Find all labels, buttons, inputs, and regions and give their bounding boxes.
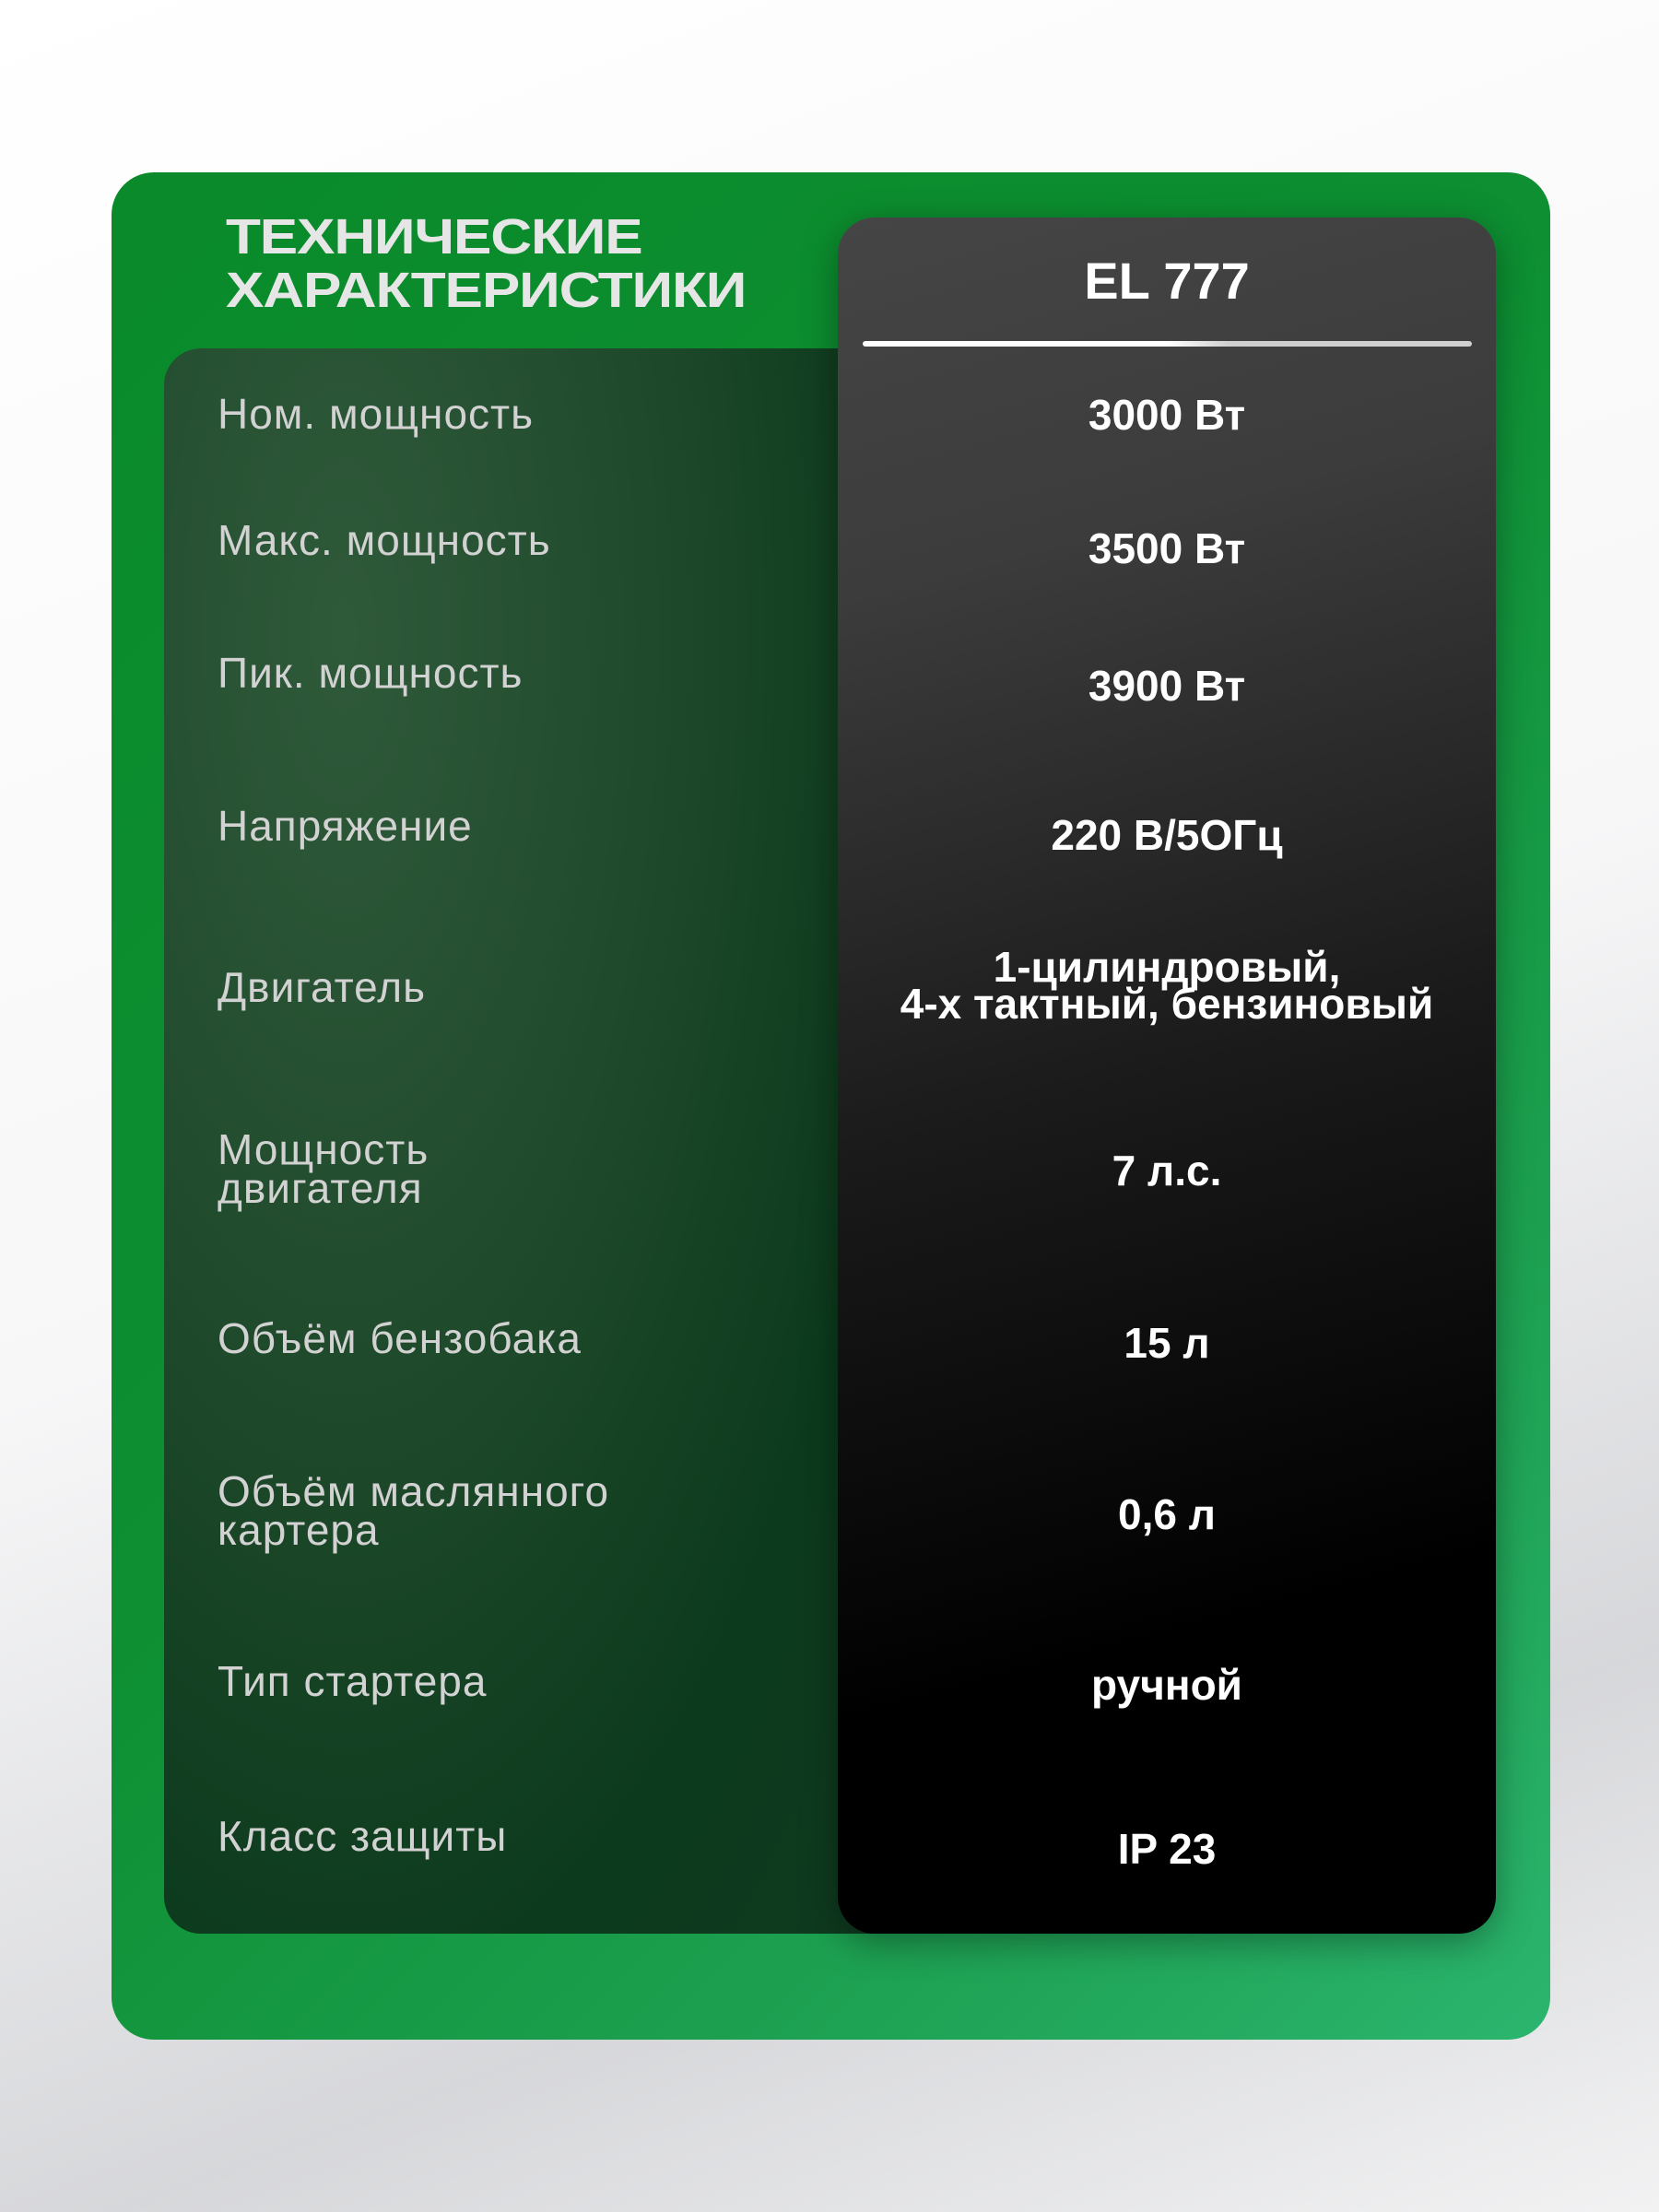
model-name: EL 777 [1084,252,1250,310]
spec-value: 15 л [1124,1319,1210,1367]
spec-label: Ном. мощность [218,390,535,438]
page-title [226,210,746,317]
spec-value: IP 23 [1117,1825,1217,1873]
divider [863,341,1472,347]
spec-value: 3500 Вт [1088,524,1246,572]
spec-value: 3000 Вт [1088,391,1246,439]
spec-label: Класс защиты [218,1812,508,1860]
spec-label: Объём маслянного картера [218,1467,610,1554]
spec-value: 3900 Вт [1088,662,1246,710]
spec-value: 220 В/5ОГц [1051,811,1283,859]
spec-value: 0,6 л [1118,1490,1216,1538]
title-line: ХАРАКТЕРИСТИКИ [226,263,747,318]
spec-label: Пик. мощность [218,649,524,697]
spec-label: Объём бензобака [218,1314,582,1362]
spec-value: 7 л.с. [1112,1147,1222,1194]
spec-value: 1-цилиндровый, 4-х тактный, бензиновый [900,943,1434,1028]
spec-label: Макс. мощность [218,516,551,564]
spec-value: ручной [1091,1661,1242,1709]
spec-label: Напряжение [218,802,473,850]
spec-label: Тип стартера [218,1657,488,1705]
spec-label: Мощность двигателя [218,1125,429,1212]
title-line: ТЕХНИЧЕСКИЕ [226,209,642,265]
spec-label: Двигатель [218,963,427,1011]
